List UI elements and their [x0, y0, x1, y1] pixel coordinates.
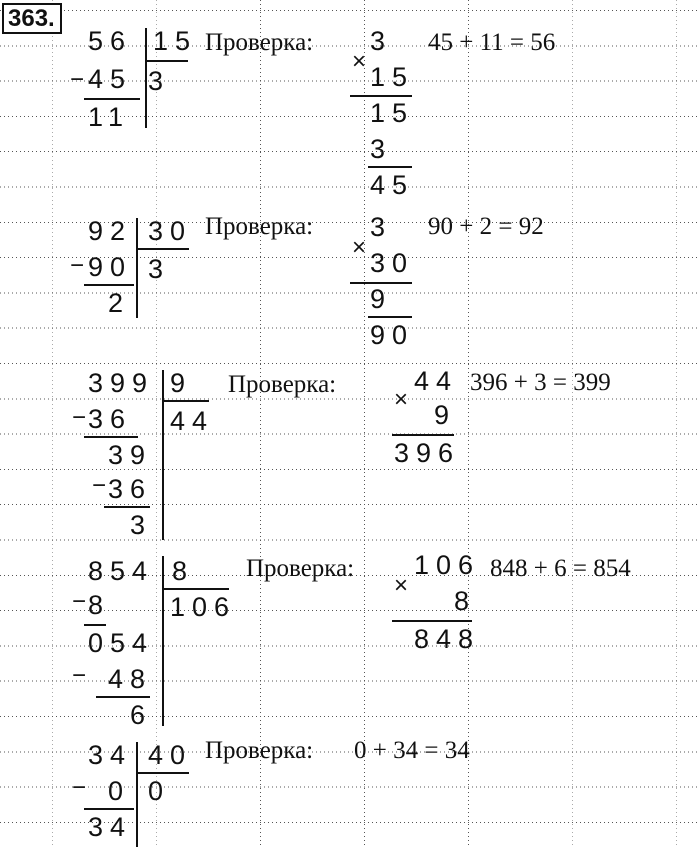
divisor-underline: [163, 400, 209, 402]
quotient: 3: [148, 254, 171, 284]
minus-sign: −: [72, 404, 87, 431]
subtraction-line: [96, 696, 150, 698]
divisor-underline: [137, 248, 189, 250]
check-equation: 848 + 6 = 854: [490, 555, 631, 582]
check-label: Проверка:: [205, 737, 314, 764]
check-label: Проверка:: [205, 29, 314, 56]
check-equation: 90 + 2 = 92: [428, 213, 544, 240]
check-equation: 0 + 34 = 34: [354, 737, 470, 764]
sum-line: [368, 316, 412, 318]
subtrahend: 45: [88, 64, 133, 94]
subtrahend: 8: [88, 590, 111, 620]
mult-top: 44: [414, 366, 459, 396]
partial-dividend: 054: [88, 628, 155, 658]
partial-product: 15: [370, 98, 415, 128]
subtrahend: 36: [88, 404, 133, 434]
mult-result: 90: [370, 320, 415, 350]
remainder: 34: [88, 812, 133, 842]
divisor-underline: [146, 60, 188, 62]
mult-line: [392, 434, 454, 436]
mult-bottom: 9: [434, 400, 457, 430]
mult-result: 848: [414, 624, 481, 654]
check-label: Проверка:: [246, 555, 355, 582]
minus-sign: −: [70, 66, 85, 93]
partial-product: 3: [370, 134, 393, 164]
subtrahend: 36: [108, 474, 153, 504]
subtraction-line: [84, 436, 138, 438]
quotient: 44: [170, 406, 215, 436]
dividend: 56: [88, 26, 133, 56]
minus-sign: −: [72, 662, 87, 689]
divisor: 8: [172, 556, 195, 586]
minus-sign: −: [92, 472, 107, 499]
quotient: 3: [148, 66, 171, 96]
divisor: 30: [148, 216, 193, 246]
partial-dividend: 39: [108, 440, 153, 470]
subtraction-line: [84, 284, 134, 286]
dividend: 399: [88, 368, 155, 398]
times-sign: ×: [352, 234, 367, 261]
mult-top: 3: [370, 26, 393, 56]
quotient: 106: [170, 592, 237, 622]
minus-sign: −: [72, 588, 87, 615]
subtrahend: 90: [88, 252, 133, 282]
subtraction-line: [84, 98, 140, 100]
quotient: 0: [148, 776, 171, 806]
subtrahend: 48: [108, 664, 153, 694]
sum-line: [368, 166, 412, 168]
subtraction-line: [104, 506, 150, 508]
mult-result: 45: [370, 170, 415, 200]
divisor: 15: [153, 26, 198, 56]
division-bar-vertical: [162, 556, 164, 726]
subtrahend: 0: [108, 776, 131, 806]
division-bar-vertical: [136, 742, 138, 847]
divisor: 9: [170, 368, 193, 398]
mult-result: 396: [394, 438, 461, 468]
mult-bottom: 15: [370, 62, 415, 92]
mult-line: [392, 620, 472, 622]
minus-sign: −: [72, 774, 87, 801]
times-sign: ×: [394, 572, 409, 599]
remainder: 3: [130, 510, 153, 540]
times-sign: ×: [394, 386, 409, 413]
check-equation: 45 + 11 = 56: [428, 29, 556, 56]
mult-bottom: 30: [370, 248, 415, 278]
divisor-underline: [163, 588, 229, 590]
remainder: 11: [88, 102, 131, 132]
divisor-underline: [137, 772, 189, 774]
division-bar-vertical: [162, 370, 164, 540]
remainder: 6: [130, 700, 153, 730]
partial-product: 9: [370, 284, 393, 314]
check-label: Проверка:: [205, 213, 314, 240]
mult-line: [350, 95, 412, 97]
subtraction-line: [84, 624, 106, 626]
times-sign: ×: [352, 48, 367, 75]
dividend: 854: [88, 556, 155, 586]
mult-bottom: 8: [454, 586, 477, 616]
dividend: 34: [88, 740, 133, 770]
mult-top: 3: [370, 212, 393, 242]
remainder: 2: [108, 288, 131, 318]
minus-sign: −: [70, 252, 85, 279]
division-bar-vertical: [145, 28, 147, 128]
division-bar-vertical: [136, 218, 138, 318]
exercise-number: 363.: [2, 3, 62, 34]
check-label: Проверка:: [228, 371, 337, 398]
dividend: 92: [88, 216, 133, 246]
subtraction-line: [84, 808, 134, 810]
check-equation: 396 + 3 = 399: [470, 369, 611, 396]
mult-top: 106: [414, 550, 481, 580]
divisor: 40: [148, 740, 193, 770]
